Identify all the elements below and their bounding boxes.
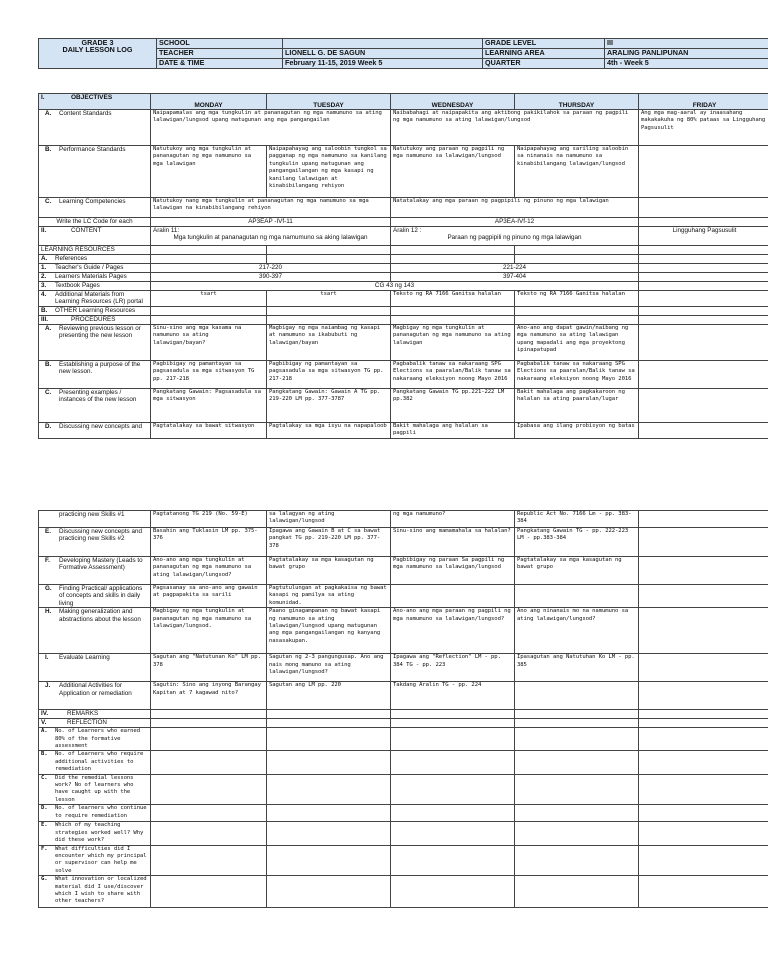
empty-cell (639, 255, 768, 264)
empty-cell (267, 255, 391, 264)
empty-cell (639, 423, 768, 439)
empty-cell (391, 774, 515, 805)
presenting-wed: Pangkatang Gawain TG pp.221-222 LM pp.382 (391, 389, 515, 423)
empty-cell (391, 876, 515, 908)
grade-level-value: III (605, 39, 768, 49)
empty-cell (267, 316, 391, 325)
reviewing-label: A. Reviewing previous lesson or presenting the new lesson (39, 325, 151, 361)
generalization-label: H. Making generalization and abstractions about the lesson (39, 608, 151, 654)
empty-cell (639, 361, 768, 389)
lm-wed-thu: 397-404 (391, 273, 639, 282)
performance-tue: Naipapahayag ang saloobin tungkol sa pagganap ng mga namumuno sa kanilang tungkulin upang matugunan ang pangangailangan ng mga kasapi ng kanilang lalawigan at kinabibilangang rehiyon (267, 146, 391, 198)
remarks-label: IV. REMARKS (39, 710, 151, 719)
empty-cell (515, 710, 639, 719)
lesson-table-page-2 (38, 510, 768, 908)
empty-cell (639, 876, 768, 908)
reflection-item: F. What difficulties did I encounter which my principal or supervisor can help me solve (39, 845, 151, 876)
day-wednesday: WEDNESDAY (391, 94, 515, 110)
applications-tue: Pagtutulungan at pagkakaisa ng bawat kasapi ng pamilya sa ating komunidad. (267, 585, 391, 608)
empty-cell (151, 805, 267, 822)
additional-activities-wed: Takdang Aralin TG - pp. 224 (391, 682, 515, 710)
empty-cell (639, 774, 768, 805)
teacher-value: LIONELL G. DE SAGUN (283, 49, 483, 59)
empty-cell (267, 719, 391, 728)
empty-cell (515, 751, 639, 774)
empty-cell (639, 719, 768, 728)
day-friday: FRIDAY (639, 94, 768, 110)
presenting-tue: Pangkatang Gawain: Gawain A TG pp. 219-220 LM pp. 377-3787 (267, 389, 391, 423)
additional-thu: Teksto ng RA 7166 Ganitsa halalan (515, 291, 639, 307)
date-label: DATE & TIME (157, 59, 283, 69)
presenting-label: C. Presenting examples / instances of the new lesson (39, 389, 151, 423)
objectives-heading: I. OBJECTIVES (39, 94, 151, 110)
establishing-tue: Pagbibigay ng pamantayan sa pagsasadula sa mga sitwasyon TG pp. 217-218 (267, 361, 391, 389)
lc-code-mon-tue: AP3EAP -IVf-11 (151, 218, 391, 227)
generalization-tue: Paano ginagampanan ng bawat kasapi ng namumuno sa ating lalawigan/lungsod upang matugunan ang mga pangangailangan ng kanyang nasasakupan. (267, 608, 391, 654)
empty-cell (151, 307, 267, 316)
lc-code-fri (639, 218, 768, 227)
learning-area-value: ARALING PANLIPUNAN (605, 49, 768, 59)
empty-cell (267, 751, 391, 774)
empty-cell (391, 719, 515, 728)
performance-wed: Natutukoy ang paraan ng pagpili ng mga namumuno sa lalawigan/lungsod (391, 146, 515, 198)
empty-cell (391, 845, 515, 876)
empty-cell (391, 822, 515, 845)
additional-mon: tsart (151, 291, 267, 307)
competencies-label: C. Learning Competencies (39, 198, 151, 218)
empty-cell (515, 719, 639, 728)
empty-cell (639, 325, 768, 361)
lesson-12-topic: Paraan ng pagpipili ng pinuno ng mga lalawigan (447, 234, 582, 242)
empty-cell (391, 316, 515, 325)
content-standards-label: A. Content Standards (39, 110, 151, 146)
reviewing-tue: Magbigay ng mga naiambag ng kasapi at namumuno sa ikabubuti ng lalawigan/bayan (267, 325, 391, 361)
empty-cell (151, 710, 267, 719)
reflection-item: G. What innovation or localized material did I use/discover which I wish to share with other teachers? (39, 876, 151, 908)
mastery-tue: Pagtatalakay sa mga kasagutan ng bawat grupo (267, 557, 391, 585)
learning-resources-label: LEARNING RESOURCES (39, 246, 151, 255)
school-label: SCHOOL (157, 39, 283, 49)
discussing-1-wed-cont: ng mga namumuno? (391, 511, 515, 528)
empty-cell (639, 710, 768, 719)
empty-cell (639, 264, 768, 273)
day-thursday: THURSDAY (515, 94, 639, 110)
grade-level-label: GRADE LEVEL (483, 39, 605, 49)
empty-cell (151, 316, 267, 325)
empty-cell (515, 876, 639, 908)
additional-activities-mon: Sagutin: Sino ang inyong Barangay Kapitan at 7 kagawad nito? (151, 682, 267, 710)
lesson-log-title (39, 39, 157, 69)
empty-cell (639, 273, 768, 282)
day-monday: MONDAY (151, 94, 267, 110)
generalization-thu: Ano ang ninanais mo na namumuno sa ating lalawigan/lungsod? (515, 608, 639, 654)
empty-cell (639, 389, 768, 423)
empty-cell (639, 585, 768, 608)
empty-cell (267, 307, 391, 316)
teacher-label: TEACHER (157, 49, 283, 59)
reflection-item: B. No. of Learners who require additional activities to remediation (39, 751, 151, 774)
content-label: II. CONTENT (39, 227, 151, 246)
performance-standards-label: B. Performance Standards (39, 146, 151, 198)
empty-cell (267, 822, 391, 845)
empty-cell (515, 774, 639, 805)
competencies-mon-tue: Natutukoy nang mga tungkulin at pananagutan ng mga namumuno sa mga lalawigan na kinabibilangang rehiyon (151, 198, 391, 218)
discussing-2-thu: Pangkatang Gawain TG - pp. 222-223 LM - pp.383-384 (515, 528, 639, 557)
teachers-guide-label: 1. Teacher's Guide / Pages (39, 264, 151, 273)
empty-cell (639, 282, 768, 291)
empty-cell (639, 751, 768, 774)
content-mon-tue (151, 227, 391, 246)
evaluate-label: I. Evaluate Learning (39, 654, 151, 682)
date-value: February 11-15, 2019 Week 5 (283, 59, 483, 69)
performance-thu: Naipapahayag ang sariling saloobin sa ninanais na namumuno sa kinabibilangang lalawigan/lungsod (515, 146, 639, 198)
empty-cell (515, 845, 639, 876)
lesson-11-title: Aralin 11: (153, 227, 180, 234)
mastery-label: F. Developing Mastery (Leads to Formative Assessment) (39, 557, 151, 585)
empty-cell (151, 751, 267, 774)
mastery-wed: Pagbibigay ng paraan Sa pagpili ng mga namumuno sa lalawigan/lungsod (391, 557, 515, 585)
empty-cell (151, 822, 267, 845)
presenting-thu: Bakit mahalaga ang pagkakaroon ng halalan sa ating paaralan/lugar (515, 389, 639, 423)
empty-cell (391, 751, 515, 774)
establishing-mon: Pagbibigay ng pamantayan sa pagsasadula sa mga sitwasyon TG pp. 217-218 (151, 361, 267, 389)
lc-code-wed-thu: AP3EA-IVf-12 (391, 218, 639, 227)
reflection-item: C. Did the remedial lessons work? No of learners who have caught up with the lesson (39, 774, 151, 805)
establishing-label: B. Establishing a purpose of the new lesson. (39, 361, 151, 389)
additional-wed: Teksto ng RA 7166 Ganitsa halalan (391, 291, 515, 307)
applications-mon: Pagsasanay sa ano-ano ang gawain at pagpapakita sa sarili (151, 585, 267, 608)
tg-wed-thu: 221-224 (391, 264, 639, 273)
empty-cell (267, 805, 391, 822)
discussing-1-label-cont: practicing new Skills #1 (39, 511, 151, 528)
empty-cell (639, 316, 768, 325)
empty-cell (151, 255, 267, 264)
empty-cell (391, 307, 515, 316)
competencies-fri (639, 198, 768, 218)
empty-cell (391, 585, 515, 608)
additional-activities-tue: Sagutan ang LM pp. 220 (267, 682, 391, 710)
empty-cell (639, 654, 768, 682)
empty-cell (267, 876, 391, 908)
lesson-11-topic: Mga tungkulin at pananagutan ng mga namumuno sa aking lalawigan (173, 234, 368, 242)
quarter-label: QUARTER (483, 59, 605, 69)
empty-cell (267, 246, 391, 255)
additional-tue: tsart (267, 291, 391, 307)
discussing-2-mon: Basahin ang Tuklasin LM pp. 375-376 (151, 528, 267, 557)
content-fri: Lingguhang Pagsusulit (639, 227, 768, 246)
empty-cell (639, 291, 768, 307)
discussing-1-tue: Pagtalakay sa mga isyu na napapaloob (267, 423, 391, 439)
grade-label: GRADE 3 (81, 38, 114, 47)
empty-cell (391, 728, 515, 751)
evaluate-mon: Sagutan ang "Natutunan Ko" LM pp. 378 (151, 654, 267, 682)
empty-cell (515, 805, 639, 822)
content-standards-wed-thu: Naibabahagi at naipapakita ang aktibong pakikilahok sa paraan ng pagpili ng mga namumuno sa ating lalawigan/lungsod (391, 110, 639, 146)
establishing-thu: Pagbabalik tanaw sa nakaraang SPG Elections sa paaralan/Balik tanaw sa nakaraang eleksiyon noong Mayo 2016 (515, 361, 639, 389)
content-standards-mon-tue: Naipapamalas ang mga tungkulin at pananagutan ng mga namumuno sa ating lalawigan/lungsod upang matugunan ang mga pangangailan (151, 110, 391, 146)
mastery-thu: Pagtatalakay sa mga kasagutan ng bawat grupo (515, 557, 639, 585)
empty-cell (639, 511, 768, 528)
empty-cell (515, 682, 639, 710)
empty-cell (515, 822, 639, 845)
empty-cell (267, 845, 391, 876)
empty-cell (151, 719, 267, 728)
empty-cell (267, 728, 391, 751)
empty-cell (151, 774, 267, 805)
references-label: A. References (39, 255, 151, 264)
empty-cell (151, 728, 267, 751)
day-tuesday: TUESDAY (267, 94, 391, 110)
reflection-item: D. No. of learners who continue to require remediation (39, 805, 151, 822)
reviewing-mon: Sinu-sino ang mga kasama na namumuno sa ating lalawigan/bayan? (151, 325, 267, 361)
other-resources-label: B. OTHER Learning Resources (39, 307, 151, 316)
tg-mon-tue: 217-220 (151, 264, 391, 273)
discussing-1-mon: Pagtatalakay sa bawat sitwasyon (151, 423, 267, 439)
discussing-2-wed: Sinu-sino ang mamamahala sa halalan? (391, 528, 515, 557)
lm-mon-tue: 390-397 (151, 273, 391, 282)
daily-lesson-log-label: DAILY LESSON LOG (62, 45, 133, 55)
empty-cell (515, 585, 639, 608)
lc-code-label: Write the LC Code for each (39, 218, 151, 227)
textbook-label: 3. Textbook Pages (39, 282, 151, 291)
additional-activities-label: J. Additional Activities for Application or remediation (39, 682, 151, 710)
empty-cell (515, 728, 639, 751)
empty-cell (391, 255, 515, 264)
content-standards-fri: Ang mga mag-aaral ay inaasahang makakakuha ng 80% pataas sa Lingguhang Pagsusulit (639, 110, 768, 146)
empty-cell (639, 557, 768, 585)
mastery-mon: Ano-ano ang mga tungkulin at pananagutan ng mga namumuno sa ating lalawigan/lungsod? (151, 557, 267, 585)
procedures-label: III. PROCEDURES (39, 316, 151, 325)
discussing-1-wed: Bakit mahalaga ang halalan sa pagpili (391, 423, 515, 439)
evaluate-wed: Ipagawa ang "Reflection" LM - pp. 384 TG - pp. 223 (391, 654, 515, 682)
empty-cell (515, 316, 639, 325)
empty-cell (639, 682, 768, 710)
header-table (38, 38, 768, 69)
empty-cell (391, 805, 515, 822)
empty-cell (267, 710, 391, 719)
empty-cell (391, 710, 515, 719)
additional-materials-label: 4. Additional Materials from Learning Resources (LR) portal (39, 291, 151, 307)
establishing-wed: Pagbabalik tanaw sa nakaraang SPG Elections sa paaralan/Balik tanaw sa nakaraang eleksiyon noong Mayo 2016 (391, 361, 515, 389)
reflection-label: V. REFLECTION (39, 719, 151, 728)
empty-cell (391, 246, 515, 255)
generalization-mon: Magbigay ng mga tungkulin at pananagutan ng mga namumuno sa lalawigan/lungsod. (151, 608, 267, 654)
generalization-wed: Ano-ano ang mga paraan ng pagpili ng mga namumuno sa lalawigan/lungsod? (391, 608, 515, 654)
empty-cell (639, 246, 768, 255)
empty-cell (639, 307, 768, 316)
lesson-table-page-1 (38, 93, 768, 439)
applications-label: G. Finding Practical/ applications of concepts and skills in daily living (39, 585, 151, 608)
empty-cell (515, 255, 639, 264)
empty-cell (639, 805, 768, 822)
discussing-1-thu-cont: Republic Act No. 7166 Lm - pp. 383-384 (515, 511, 639, 528)
empty-cell (639, 528, 768, 557)
empty-cell (639, 845, 768, 876)
evaluate-thu: Ipasagutan ang Natutuhan Ko LM - pp. 385 (515, 654, 639, 682)
quarter-value: 4th - Week 5 (605, 59, 768, 69)
empty-cell (151, 246, 267, 255)
empty-cell (515, 307, 639, 316)
empty-cell (639, 728, 768, 751)
empty-cell (267, 774, 391, 805)
reflection-item: A. No. of Learners who earned 80% of the formative assessment (39, 728, 151, 751)
evaluate-tue: Sagutan ng 2-3 pangungusap. Ano ang nais mong mamuno sa ating lalawigan/lungsod? (267, 654, 391, 682)
school-value (283, 39, 483, 49)
empty-cell (151, 876, 267, 908)
reviewing-thu: Ano-ano ang dapat gawin/naibang ng mga namumuno sa ating lalawigan upang mapadali ang mga proyektong ipinapatupad (515, 325, 639, 361)
empty-cell (639, 608, 768, 654)
discussing-2-tue: Ipagawa ang Gawain B at C sa bawat pangkat TG pp. 219-220 LM pp. 377-378 (267, 528, 391, 557)
discussing-1-mon-cont: Pagtatanong TG 219 (No. 59-E) (151, 511, 267, 528)
discussing-1-label: D. Discussing new concepts and (39, 423, 151, 439)
textbook-value: CG 43 ng 143 (151, 282, 639, 291)
content-wed-thu (391, 227, 639, 246)
performance-mon: Natutukoy ang mga tungkulin at pananagutan ng mga namumuno sa mga lalawigan (151, 146, 267, 198)
empty-cell (639, 822, 768, 845)
performance-fri (639, 146, 768, 198)
discussing-1-tue-cont: sa lalagyan ng ating lalawigan/lungsod (267, 511, 391, 528)
empty-cell (515, 246, 639, 255)
discussing-2-label: E. Discussing new concepts and practicing new Skills #2 (39, 528, 151, 557)
lesson-12-title: Aralin 12 : (393, 227, 422, 234)
empty-cell (151, 845, 267, 876)
learning-area-label: LEARNING AREA (483, 49, 605, 59)
discussing-1-thu: Ipabasa ang ilang probisyon ng batas (515, 423, 639, 439)
reflection-item: E. Which of my teaching strategies worked well? Why did these work? (39, 822, 151, 845)
competencies-wed-thu: Natatalakay ang mga paraan ng pagpipili ng pinuno ng mga lalawigan (391, 198, 639, 218)
presenting-mon: Pangkatang Gawain: Pagsasadula sa mga sitwasyon (151, 389, 267, 423)
learners-materials-label: 2. Learners Materials Pages (39, 273, 151, 282)
reviewing-wed: Magbigay ng mga tungkulin at pananagutan ng mga namumuno sa ating lalawigan (391, 325, 515, 361)
